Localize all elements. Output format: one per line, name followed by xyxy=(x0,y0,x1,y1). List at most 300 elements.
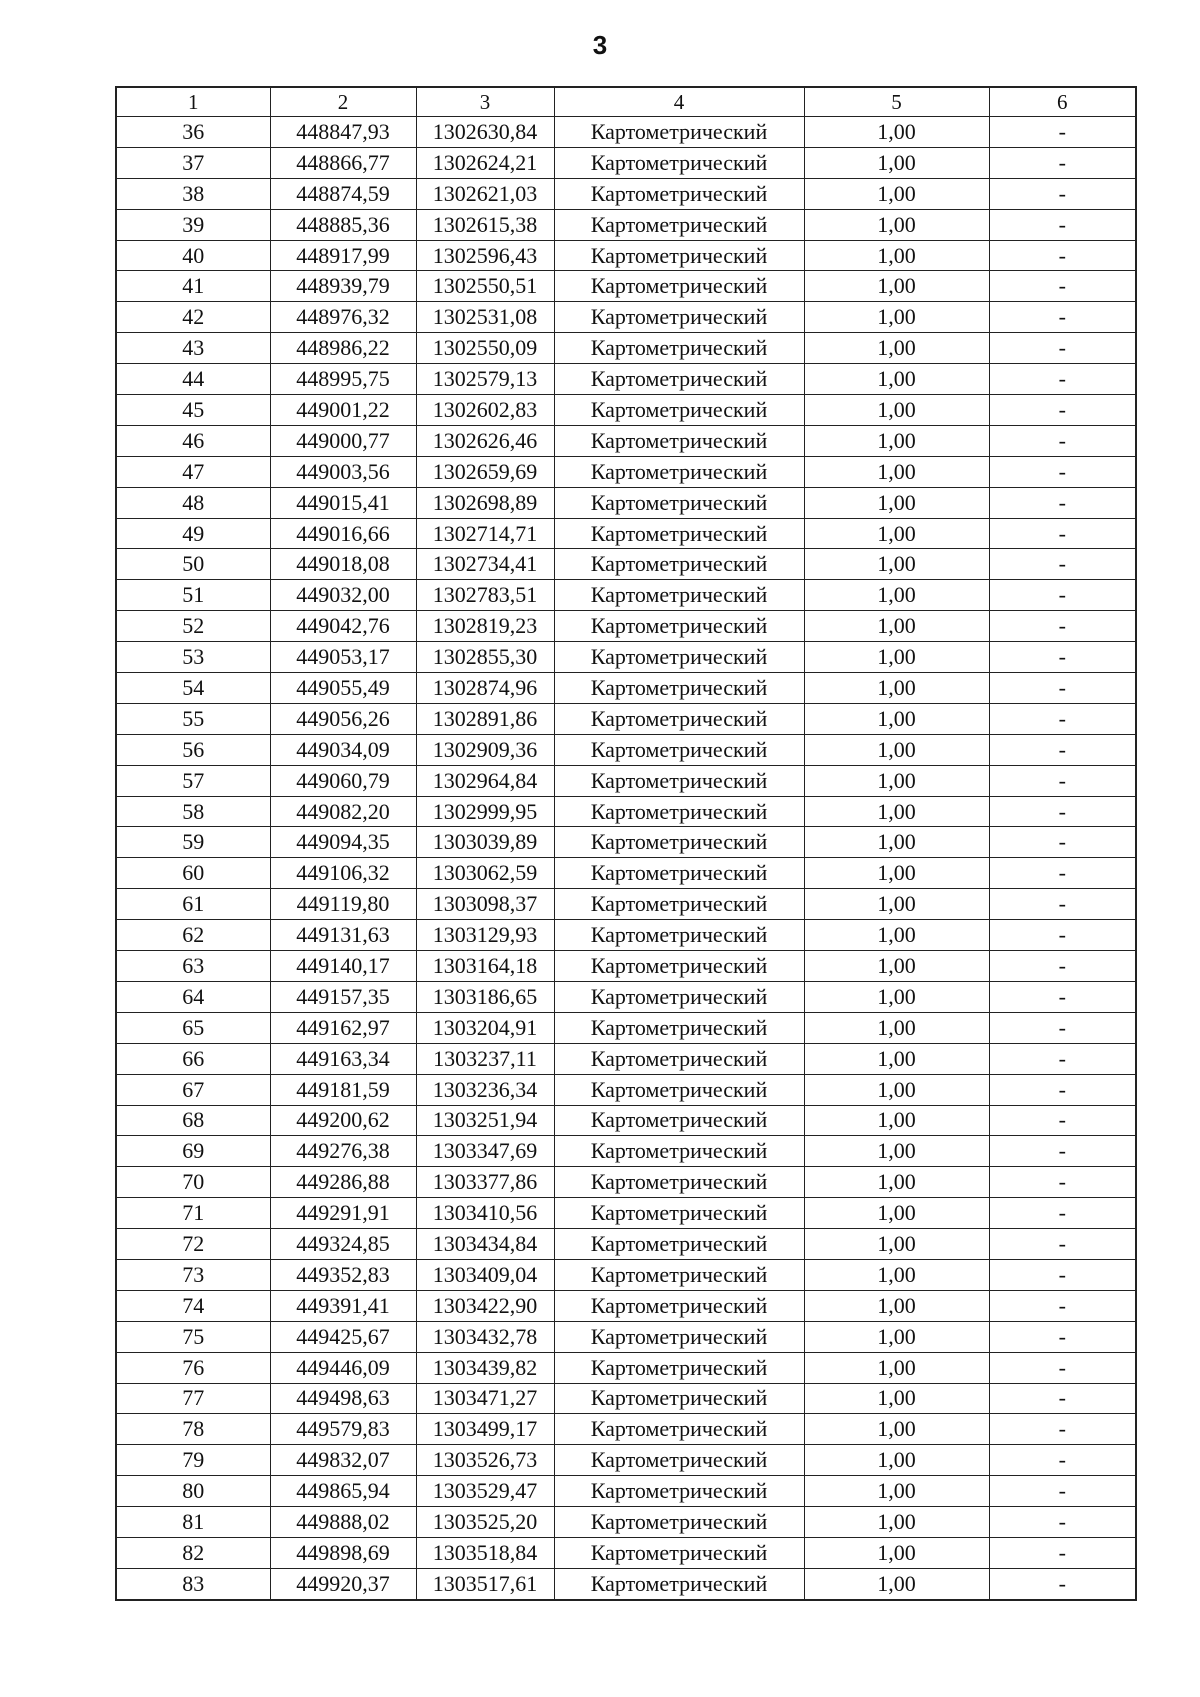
table-row xyxy=(116,765,1136,796)
x-coordinate-cell: 448866,77 xyxy=(270,147,416,178)
table-row xyxy=(116,796,1136,827)
point-number-cell: 41 xyxy=(116,271,270,302)
point-number-cell: 67 xyxy=(116,1074,270,1105)
accuracy-cell: 1,00 xyxy=(804,1290,989,1321)
y-coordinate-cell: 1303434,84 xyxy=(416,1229,554,1260)
y-coordinate-cell: 1303062,59 xyxy=(416,858,554,889)
table-row xyxy=(116,209,1136,240)
note-cell: - xyxy=(989,302,1136,333)
point-number-cell: 60 xyxy=(116,858,270,889)
y-coordinate-cell: 1302602,83 xyxy=(416,395,554,426)
point-number-cell: 36 xyxy=(116,117,270,148)
x-coordinate-cell: 449140,17 xyxy=(270,951,416,982)
note-cell: - xyxy=(989,1167,1136,1198)
method-cell: Картометрический xyxy=(554,1167,804,1198)
method-cell: Картометрический xyxy=(554,1321,804,1352)
table-row xyxy=(116,1568,1136,1599)
table-row xyxy=(116,549,1136,580)
header-cell-5: 5 xyxy=(804,87,989,117)
y-coordinate-cell: 1303129,93 xyxy=(416,920,554,951)
method-cell: Картометрический xyxy=(554,178,804,209)
method-cell: Картометрический xyxy=(554,518,804,549)
y-coordinate-cell: 1303439,82 xyxy=(416,1352,554,1383)
table-row xyxy=(116,642,1136,673)
table-row xyxy=(116,1352,1136,1383)
y-coordinate-cell: 1302909,36 xyxy=(416,734,554,765)
note-cell: - xyxy=(989,1136,1136,1167)
x-coordinate-cell: 449106,32 xyxy=(270,858,416,889)
accuracy-cell: 1,00 xyxy=(804,611,989,642)
x-coordinate-cell: 448995,75 xyxy=(270,364,416,395)
point-number-cell: 78 xyxy=(116,1414,270,1445)
method-cell: Картометрический xyxy=(554,147,804,178)
note-cell: - xyxy=(989,951,1136,982)
table-row xyxy=(116,580,1136,611)
method-cell: Картометрический xyxy=(554,1568,804,1599)
accuracy-cell: 1,00 xyxy=(804,456,989,487)
method-cell: Картометрический xyxy=(554,1259,804,1290)
table-row xyxy=(116,1476,1136,1507)
y-coordinate-cell: 1302624,21 xyxy=(416,147,554,178)
method-cell: Картометрический xyxy=(554,395,804,426)
y-coordinate-cell: 1303529,47 xyxy=(416,1476,554,1507)
x-coordinate-cell: 449498,63 xyxy=(270,1383,416,1414)
note-cell: - xyxy=(989,1229,1136,1260)
x-coordinate-cell: 448939,79 xyxy=(270,271,416,302)
x-coordinate-cell: 449898,69 xyxy=(270,1537,416,1568)
table-row xyxy=(116,1012,1136,1043)
point-number-cell: 68 xyxy=(116,1105,270,1136)
y-coordinate-cell: 1302874,96 xyxy=(416,673,554,704)
method-cell: Картометрический xyxy=(554,703,804,734)
accuracy-cell: 1,00 xyxy=(804,240,989,271)
table-row xyxy=(116,1445,1136,1476)
y-coordinate-cell: 1302630,84 xyxy=(416,117,554,148)
note-cell: - xyxy=(989,827,1136,858)
point-number-cell: 45 xyxy=(116,395,270,426)
point-number-cell: 56 xyxy=(116,734,270,765)
accuracy-cell: 1,00 xyxy=(804,1352,989,1383)
x-coordinate-cell: 449055,49 xyxy=(270,673,416,704)
x-coordinate-cell: 449015,41 xyxy=(270,487,416,518)
method-cell: Картометрический xyxy=(554,209,804,240)
method-cell: Картометрический xyxy=(554,611,804,642)
accuracy-cell: 1,00 xyxy=(804,920,989,951)
method-cell: Картометрический xyxy=(554,951,804,982)
point-number-cell: 83 xyxy=(116,1568,270,1599)
method-cell: Картометрический xyxy=(554,1414,804,1445)
table-row xyxy=(116,1321,1136,1352)
accuracy-cell: 1,00 xyxy=(804,796,989,827)
note-cell: - xyxy=(989,364,1136,395)
point-number-cell: 57 xyxy=(116,765,270,796)
method-cell: Картометрический xyxy=(554,858,804,889)
x-coordinate-cell: 449276,38 xyxy=(270,1136,416,1167)
table-row xyxy=(116,364,1136,395)
point-number-cell: 66 xyxy=(116,1043,270,1074)
y-coordinate-cell: 1303526,73 xyxy=(416,1445,554,1476)
x-coordinate-cell: 449000,77 xyxy=(270,425,416,456)
note-cell: - xyxy=(989,1198,1136,1229)
note-cell: - xyxy=(989,611,1136,642)
point-number-cell: 42 xyxy=(116,302,270,333)
note-cell: - xyxy=(989,395,1136,426)
table-row xyxy=(116,827,1136,858)
accuracy-cell: 1,00 xyxy=(804,1568,989,1599)
x-coordinate-cell: 449832,07 xyxy=(270,1445,416,1476)
coordinates-table xyxy=(115,86,1137,1601)
y-coordinate-cell: 1303098,37 xyxy=(416,889,554,920)
method-cell: Картометрический xyxy=(554,734,804,765)
table-body xyxy=(116,117,1136,1600)
point-number-cell: 61 xyxy=(116,889,270,920)
y-coordinate-cell: 1302579,13 xyxy=(416,364,554,395)
y-coordinate-cell: 1303499,17 xyxy=(416,1414,554,1445)
method-cell: Картометрический xyxy=(554,1043,804,1074)
method-cell: Картометрический xyxy=(554,642,804,673)
method-cell: Картометрический xyxy=(554,1105,804,1136)
accuracy-cell: 1,00 xyxy=(804,580,989,611)
method-cell: Картометрический xyxy=(554,487,804,518)
point-number-cell: 38 xyxy=(116,178,270,209)
x-coordinate-cell: 449056,26 xyxy=(270,703,416,734)
x-coordinate-cell: 449016,66 xyxy=(270,518,416,549)
table-row xyxy=(116,395,1136,426)
x-coordinate-cell: 449162,97 xyxy=(270,1012,416,1043)
point-number-cell: 55 xyxy=(116,703,270,734)
x-coordinate-cell: 449094,35 xyxy=(270,827,416,858)
y-coordinate-cell: 1302659,69 xyxy=(416,456,554,487)
note-cell: - xyxy=(989,1568,1136,1599)
x-coordinate-cell: 449119,80 xyxy=(270,889,416,920)
accuracy-cell: 1,00 xyxy=(804,1414,989,1445)
accuracy-cell: 1,00 xyxy=(804,827,989,858)
x-coordinate-cell: 449579,83 xyxy=(270,1414,416,1445)
method-cell: Картометрический xyxy=(554,364,804,395)
y-coordinate-cell: 1303422,90 xyxy=(416,1290,554,1321)
note-cell: - xyxy=(989,920,1136,951)
note-cell: - xyxy=(989,889,1136,920)
y-coordinate-cell: 1303186,65 xyxy=(416,981,554,1012)
note-cell: - xyxy=(989,703,1136,734)
table-row xyxy=(116,1507,1136,1538)
method-cell: Картометрический xyxy=(554,580,804,611)
accuracy-cell: 1,00 xyxy=(804,117,989,148)
x-coordinate-cell: 449200,62 xyxy=(270,1105,416,1136)
table-row xyxy=(116,981,1136,1012)
x-coordinate-cell: 449920,37 xyxy=(270,1568,416,1599)
table-row xyxy=(116,734,1136,765)
accuracy-cell: 1,00 xyxy=(804,549,989,580)
y-coordinate-cell: 1302783,51 xyxy=(416,580,554,611)
table-row xyxy=(116,1198,1136,1229)
accuracy-cell: 1,00 xyxy=(804,1105,989,1136)
method-cell: Картометрический xyxy=(554,1507,804,1538)
method-cell: Картометрический xyxy=(554,1198,804,1229)
method-cell: Картометрический xyxy=(554,333,804,364)
header-cell-6: 6 xyxy=(989,87,1136,117)
method-cell: Картометрический xyxy=(554,456,804,487)
accuracy-cell: 1,00 xyxy=(804,1136,989,1167)
header-cell-2: 2 xyxy=(270,87,416,117)
method-cell: Картометрический xyxy=(554,549,804,580)
note-cell: - xyxy=(989,1537,1136,1568)
note-cell: - xyxy=(989,1074,1136,1105)
x-coordinate-cell: 449865,94 xyxy=(270,1476,416,1507)
x-coordinate-cell: 448986,22 xyxy=(270,333,416,364)
note-cell: - xyxy=(989,858,1136,889)
table-header xyxy=(116,87,1136,117)
note-cell: - xyxy=(989,1290,1136,1321)
x-coordinate-cell: 449324,85 xyxy=(270,1229,416,1260)
note-cell: - xyxy=(989,981,1136,1012)
x-coordinate-cell: 449082,20 xyxy=(270,796,416,827)
accuracy-cell: 1,00 xyxy=(804,209,989,240)
y-coordinate-cell: 1302734,41 xyxy=(416,549,554,580)
accuracy-cell: 1,00 xyxy=(804,673,989,704)
note-cell: - xyxy=(989,333,1136,364)
y-coordinate-cell: 1303347,69 xyxy=(416,1136,554,1167)
y-coordinate-cell: 1303471,27 xyxy=(416,1383,554,1414)
method-cell: Картометрический xyxy=(554,1537,804,1568)
method-cell: Картометрический xyxy=(554,673,804,704)
point-number-cell: 75 xyxy=(116,1321,270,1352)
y-coordinate-cell: 1303410,56 xyxy=(416,1198,554,1229)
x-coordinate-cell: 449018,08 xyxy=(270,549,416,580)
point-number-cell: 76 xyxy=(116,1352,270,1383)
accuracy-cell: 1,00 xyxy=(804,302,989,333)
accuracy-cell: 1,00 xyxy=(804,1043,989,1074)
accuracy-cell: 1,00 xyxy=(804,1167,989,1198)
y-coordinate-cell: 1302550,09 xyxy=(416,333,554,364)
accuracy-cell: 1,00 xyxy=(804,395,989,426)
point-number-cell: 80 xyxy=(116,1476,270,1507)
note-cell: - xyxy=(989,642,1136,673)
accuracy-cell: 1,00 xyxy=(804,1321,989,1352)
accuracy-cell: 1,00 xyxy=(804,1383,989,1414)
table-row xyxy=(116,271,1136,302)
method-cell: Картометрический xyxy=(554,765,804,796)
note-cell: - xyxy=(989,518,1136,549)
x-coordinate-cell: 449032,00 xyxy=(270,580,416,611)
accuracy-cell: 1,00 xyxy=(804,518,989,549)
x-coordinate-cell: 448847,93 xyxy=(270,117,416,148)
x-coordinate-cell: 449053,17 xyxy=(270,642,416,673)
y-coordinate-cell: 1302596,43 xyxy=(416,240,554,271)
accuracy-cell: 1,00 xyxy=(804,951,989,982)
table-row xyxy=(116,1414,1136,1445)
point-number-cell: 40 xyxy=(116,240,270,271)
y-coordinate-cell: 1302621,03 xyxy=(416,178,554,209)
note-cell: - xyxy=(989,178,1136,209)
y-coordinate-cell: 1302964,84 xyxy=(416,765,554,796)
note-cell: - xyxy=(989,1043,1136,1074)
accuracy-cell: 1,00 xyxy=(804,1507,989,1538)
y-coordinate-cell: 1303039,89 xyxy=(416,827,554,858)
point-number-cell: 82 xyxy=(116,1537,270,1568)
y-coordinate-cell: 1303237,11 xyxy=(416,1043,554,1074)
x-coordinate-cell: 449003,56 xyxy=(270,456,416,487)
point-number-cell: 70 xyxy=(116,1167,270,1198)
x-coordinate-cell: 449034,09 xyxy=(270,734,416,765)
x-coordinate-cell: 449060,79 xyxy=(270,765,416,796)
note-cell: - xyxy=(989,765,1136,796)
table-row xyxy=(116,1537,1136,1568)
method-cell: Картометрический xyxy=(554,1012,804,1043)
note-cell: - xyxy=(989,240,1136,271)
method-cell: Картометрический xyxy=(554,1136,804,1167)
method-cell: Картометрический xyxy=(554,425,804,456)
method-cell: Картометрический xyxy=(554,1383,804,1414)
header-cell-1: 1 xyxy=(116,87,270,117)
point-number-cell: 48 xyxy=(116,487,270,518)
accuracy-cell: 1,00 xyxy=(804,1537,989,1568)
y-coordinate-cell: 1302855,30 xyxy=(416,642,554,673)
y-coordinate-cell: 1302626,46 xyxy=(416,425,554,456)
y-coordinate-cell: 1302550,51 xyxy=(416,271,554,302)
page-number: 3 xyxy=(592,30,608,60)
table-row xyxy=(116,487,1136,518)
note-cell: - xyxy=(989,147,1136,178)
accuracy-cell: 1,00 xyxy=(804,487,989,518)
point-number-cell: 72 xyxy=(116,1229,270,1260)
y-coordinate-cell: 1302819,23 xyxy=(416,611,554,642)
note-cell: - xyxy=(989,487,1136,518)
method-cell: Картометрический xyxy=(554,920,804,951)
x-coordinate-cell: 448976,32 xyxy=(270,302,416,333)
note-cell: - xyxy=(989,1012,1136,1043)
point-number-cell: 52 xyxy=(116,611,270,642)
point-number-cell: 59 xyxy=(116,827,270,858)
method-cell: Картометрический xyxy=(554,117,804,148)
x-coordinate-cell: 449042,76 xyxy=(270,611,416,642)
y-coordinate-cell: 1302531,08 xyxy=(416,302,554,333)
point-number-cell: 73 xyxy=(116,1259,270,1290)
accuracy-cell: 1,00 xyxy=(804,425,989,456)
table-row xyxy=(116,703,1136,734)
table-row xyxy=(116,333,1136,364)
x-coordinate-cell: 448885,36 xyxy=(270,209,416,240)
accuracy-cell: 1,00 xyxy=(804,1476,989,1507)
x-coordinate-cell: 449131,63 xyxy=(270,920,416,951)
x-coordinate-cell: 449181,59 xyxy=(270,1074,416,1105)
point-number-cell: 77 xyxy=(116,1383,270,1414)
method-cell: Картометрический xyxy=(554,1074,804,1105)
point-number-cell: 39 xyxy=(116,209,270,240)
x-coordinate-cell: 449391,41 xyxy=(270,1290,416,1321)
note-cell: - xyxy=(989,673,1136,704)
method-cell: Картометрический xyxy=(554,240,804,271)
table-row xyxy=(116,1229,1136,1260)
table-row xyxy=(116,178,1136,209)
accuracy-cell: 1,00 xyxy=(804,889,989,920)
table-row xyxy=(116,147,1136,178)
y-coordinate-cell: 1303518,84 xyxy=(416,1537,554,1568)
method-cell: Картометрический xyxy=(554,1445,804,1476)
x-coordinate-cell: 449001,22 xyxy=(270,395,416,426)
table-row xyxy=(116,1043,1136,1074)
note-cell: - xyxy=(989,1414,1136,1445)
x-coordinate-cell: 448874,59 xyxy=(270,178,416,209)
point-number-cell: 51 xyxy=(116,580,270,611)
point-number-cell: 53 xyxy=(116,642,270,673)
y-coordinate-cell: 1302698,89 xyxy=(416,487,554,518)
y-coordinate-cell: 1303377,86 xyxy=(416,1167,554,1198)
note-cell: - xyxy=(989,1507,1136,1538)
note-cell: - xyxy=(989,549,1136,580)
note-cell: - xyxy=(989,734,1136,765)
y-coordinate-cell: 1303409,04 xyxy=(416,1259,554,1290)
accuracy-cell: 1,00 xyxy=(804,765,989,796)
x-coordinate-cell: 448917,99 xyxy=(270,240,416,271)
point-number-cell: 47 xyxy=(116,456,270,487)
table-row xyxy=(116,858,1136,889)
x-coordinate-cell: 449352,83 xyxy=(270,1259,416,1290)
y-coordinate-cell: 1302714,71 xyxy=(416,518,554,549)
table-row xyxy=(116,456,1136,487)
table-row xyxy=(116,425,1136,456)
method-cell: Картометрический xyxy=(554,1352,804,1383)
table-row xyxy=(116,1290,1136,1321)
accuracy-cell: 1,00 xyxy=(804,1198,989,1229)
table-row xyxy=(116,1105,1136,1136)
accuracy-cell: 1,00 xyxy=(804,981,989,1012)
point-number-cell: 81 xyxy=(116,1507,270,1538)
y-coordinate-cell: 1302999,95 xyxy=(416,796,554,827)
point-number-cell: 58 xyxy=(116,796,270,827)
table-row xyxy=(116,302,1136,333)
point-number-cell: 46 xyxy=(116,425,270,456)
method-cell: Картометрический xyxy=(554,1290,804,1321)
point-number-cell: 54 xyxy=(116,673,270,704)
header-cell-3: 3 xyxy=(416,87,554,117)
accuracy-cell: 1,00 xyxy=(804,858,989,889)
table-row xyxy=(116,611,1136,642)
point-number-cell: 69 xyxy=(116,1136,270,1167)
note-cell: - xyxy=(989,580,1136,611)
note-cell: - xyxy=(989,456,1136,487)
note-cell: - xyxy=(989,1352,1136,1383)
note-cell: - xyxy=(989,1445,1136,1476)
table-row xyxy=(116,1167,1136,1198)
point-number-cell: 63 xyxy=(116,951,270,982)
accuracy-cell: 1,00 xyxy=(804,333,989,364)
accuracy-cell: 1,00 xyxy=(804,703,989,734)
table-row xyxy=(116,518,1136,549)
y-coordinate-cell: 1303236,34 xyxy=(416,1074,554,1105)
note-cell: - xyxy=(989,1105,1136,1136)
header-row xyxy=(116,87,1136,117)
accuracy-cell: 1,00 xyxy=(804,364,989,395)
x-coordinate-cell: 449425,67 xyxy=(270,1321,416,1352)
note-cell: - xyxy=(989,1321,1136,1352)
y-coordinate-cell: 1303164,18 xyxy=(416,951,554,982)
y-coordinate-cell: 1303525,20 xyxy=(416,1507,554,1538)
accuracy-cell: 1,00 xyxy=(804,1259,989,1290)
method-cell: Картометрический xyxy=(554,889,804,920)
table-row xyxy=(116,1136,1136,1167)
point-number-cell: 64 xyxy=(116,981,270,1012)
accuracy-cell: 1,00 xyxy=(804,734,989,765)
note-cell: - xyxy=(989,1383,1136,1414)
table-row xyxy=(116,117,1136,148)
method-cell: Картометрический xyxy=(554,1229,804,1260)
point-number-cell: 37 xyxy=(116,147,270,178)
point-number-cell: 43 xyxy=(116,333,270,364)
note-cell: - xyxy=(989,425,1136,456)
point-number-cell: 74 xyxy=(116,1290,270,1321)
table-row xyxy=(116,1383,1136,1414)
